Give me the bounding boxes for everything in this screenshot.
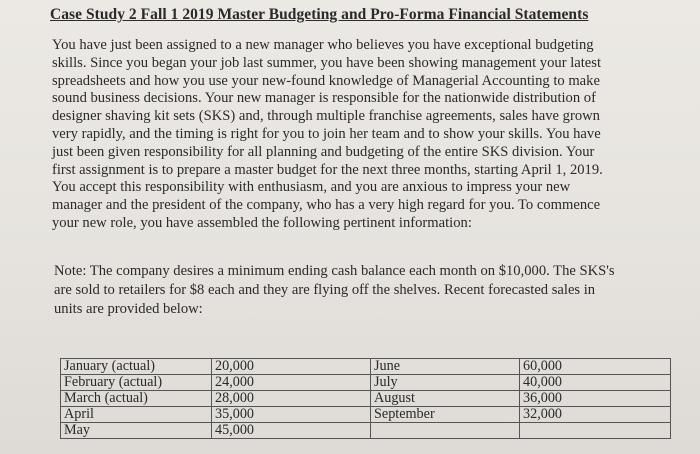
units-cell: 36,000	[520, 391, 671, 407]
paragraph-line: sound business decisions. Your new manager is responsible for the nationwide distribution of	[52, 90, 596, 107]
table-row	[61, 359, 671, 375]
month-cell: September	[371, 407, 520, 423]
paragraph-line: very rapidly, and the timing is right for you to join her team and to show your skills. You have	[52, 125, 601, 142]
month-cell: June	[371, 359, 520, 375]
units-cell: 24,000	[212, 375, 371, 391]
month-cell	[371, 423, 520, 439]
month-cell: March (actual)	[61, 391, 212, 407]
units-cell: 32,000	[520, 407, 671, 423]
sales-forecast-table	[60, 358, 671, 439]
paragraph-line: You have just been assigned to a new manager who believes you have exceptional budgeting	[52, 37, 594, 53]
table-row	[61, 391, 671, 407]
paragraph-line: spreadsheets and how you use your new-found knowledge of Managerial Accounting to make	[52, 72, 600, 89]
table-row	[61, 407, 671, 423]
units-cell: 40,000	[520, 375, 671, 391]
units-cell: 45,000	[212, 423, 371, 439]
paragraph-line: manager and the president of the company, who has a very high regard for you. To commence	[52, 197, 601, 214]
note-line: units are provided below:	[54, 301, 203, 317]
units-cell: 28,000	[212, 391, 371, 407]
paragraph-line: first assignment is to prepare a master budget for the next three months, starting April 1, 2019.	[52, 161, 603, 178]
paragraph-line: just been given responsibility for all planning and budgeting of the entire SKS division. Your	[52, 143, 595, 160]
units-cell: 20,000	[212, 359, 371, 375]
note-line: Note: The company desires a minimum ending cash balance each month on $10,000. The SKS's	[54, 263, 615, 279]
intro-paragraph	[52, 37, 664, 233]
paragraph-line: skills. Since you began your job last summer, you have been showing management your latest	[52, 54, 602, 71]
case-study-title: Case Study 2 Fall 1 2019 Master Budgeting and Pro-Forma Financial Statements	[50, 6, 589, 23]
note-line: are sold to retailers for $8 each and they are flying off the shelves. Recent forecasted sales in	[54, 282, 596, 298]
month-cell: May	[61, 423, 212, 439]
month-cell: July	[371, 375, 520, 391]
units-cell: 35,000	[212, 407, 371, 423]
units-cell: 60,000	[520, 359, 671, 375]
note-paragraph	[54, 262, 666, 319]
paragraph-line: You accept this responsibility with enthusiasm, and you are anxious to impress your new	[52, 179, 571, 196]
month-cell: April	[61, 407, 212, 423]
month-cell: February (actual)	[61, 375, 212, 391]
table-row	[61, 423, 671, 439]
table-row	[61, 375, 671, 391]
paragraph-line: designer shaving kit sets (SKS) and, through multiple franchise agreements, sales have grown	[52, 108, 600, 125]
paragraph-line: your new role, you have assembled the following pertinent information:	[52, 214, 472, 231]
units-cell	[520, 423, 671, 439]
month-cell: January (actual)	[61, 359, 212, 375]
month-cell: August	[371, 391, 520, 407]
